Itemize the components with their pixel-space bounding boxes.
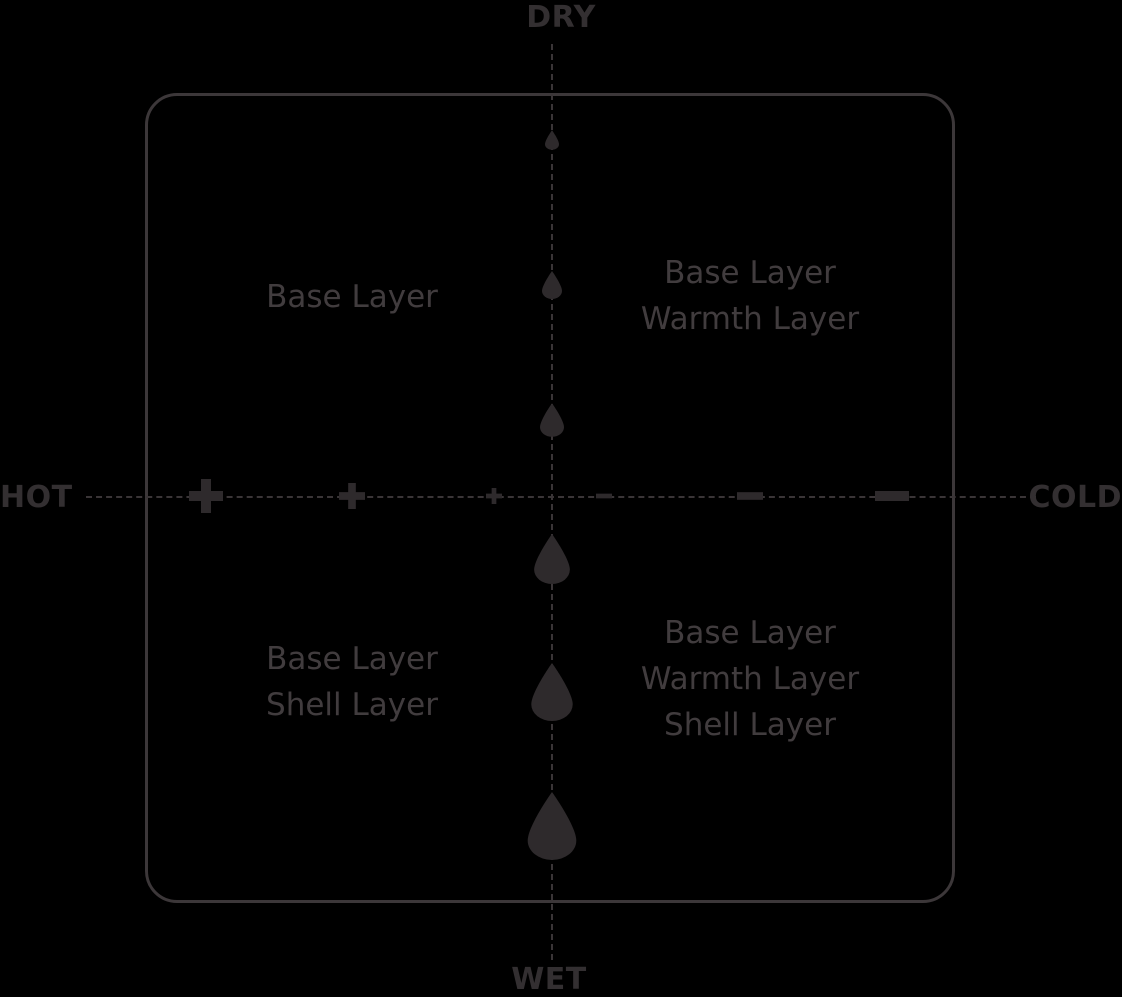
quadrant-text-hot-dry — [266, 274, 438, 320]
quadrant-line: Shell Layer — [266, 687, 438, 723]
quadrant-line: Base Layer — [266, 279, 438, 315]
droplet-icon-dry-1 — [540, 403, 564, 437]
quadrant-line: Warmth Layer — [640, 301, 860, 337]
axis-label-cold: COLD — [1028, 480, 1122, 515]
plus-icon-medium — [339, 483, 365, 509]
droplet-icon-dry-2 — [542, 271, 562, 299]
quadrant-line: Base Layer — [664, 615, 836, 651]
quadrant-line: Base Layer — [664, 255, 836, 291]
axis-label-wet: WET — [511, 962, 587, 997]
quadrant-frame — [145, 93, 955, 903]
minus-icon-large — [875, 491, 909, 502]
droplet-icon-wet-1 — [534, 534, 570, 584]
minus-icon-small — [596, 493, 612, 499]
droplet-icon-wet-2 — [531, 663, 573, 721]
axis-label-hot: HOT — [0, 480, 73, 515]
quadrant-text-cold-wet — [641, 610, 859, 748]
quadrant-text-hot-wet — [266, 636, 438, 728]
droplet-icon-dry-3 — [545, 130, 559, 150]
quadrant-text-cold-dry — [641, 250, 859, 342]
axis-label-dry: DRY — [526, 0, 596, 35]
plus-icon-large — [189, 479, 223, 513]
quadrant-line: Base Layer — [266, 641, 438, 677]
quadrant-line: Warmth Layer — [640, 661, 860, 697]
plus-icon-small — [486, 488, 502, 504]
quadrant-line: Shell Layer — [664, 707, 836, 743]
minus-icon-medium — [737, 492, 763, 501]
droplet-icon-wet-3 — [527, 792, 577, 860]
